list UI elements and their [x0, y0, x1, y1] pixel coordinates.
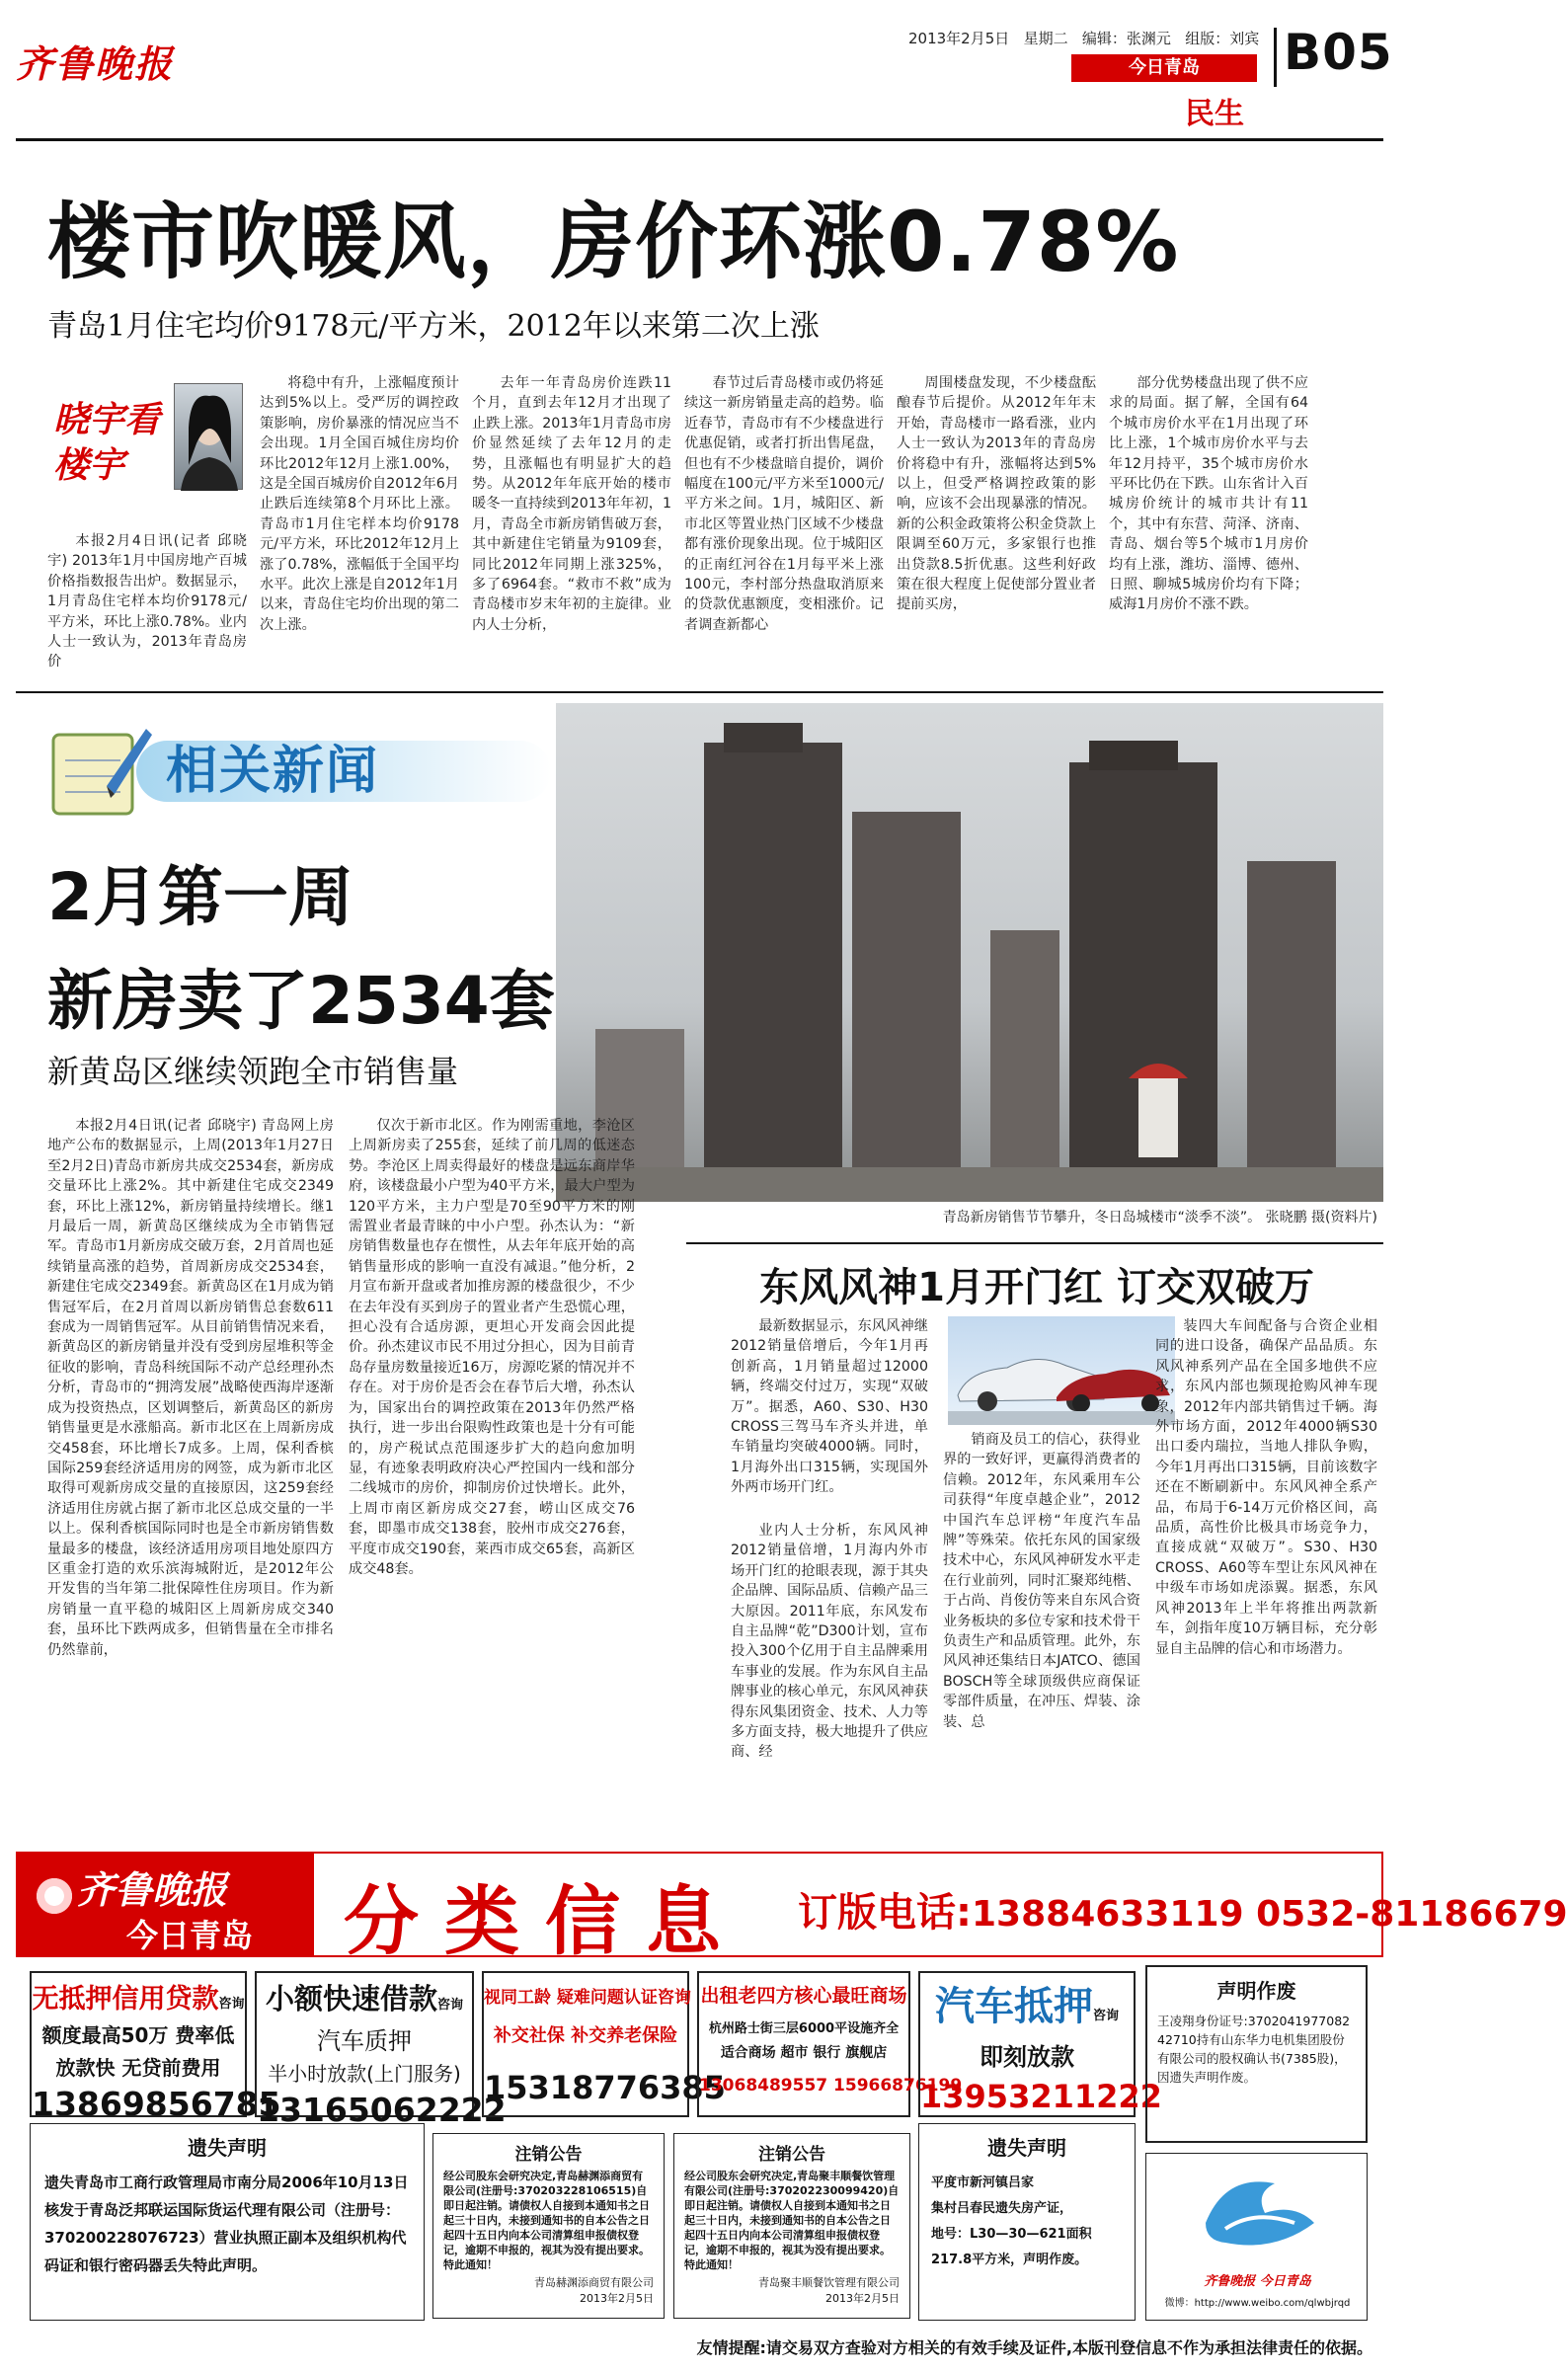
ad-car-mortgage-title: 汽车抵押咨询	[934, 1984, 1119, 2029]
cancel-notice-2-date: 2013年2月5日	[825, 2292, 900, 2305]
cancel-notice-1-sign: 青岛赫渊添商贸有限公司	[534, 2276, 654, 2289]
lost-notice-1-title: 遗失声明	[188, 2136, 267, 2160]
classified-logo-sub: 今日青岛	[126, 1917, 254, 1954]
main-col-2-text: 将稳中有升，上涨幅度预计达到5%以上。受严厉的调控政策影响，房价暴涨的情况应当不会出现。1月全国百城住房均价环比2012年12月上涨1.00%，这是全国百城房价自2012年6月止跌后连续第8个月环比上涨。青岛市1月住宅样本均价9178元/平方米，环比2012年12月上涨了0.78%，涨幅低于全国平均水平。此次上涨是自2012年1月以来，青岛住宅均价出现的第二次上涨。	[260, 375, 459, 633]
ad-social-insurance-phone: 15318776385	[484, 2069, 726, 2106]
weibo-logo-text: 齐鲁晚报 今日青岛	[1204, 2274, 1311, 2289]
ad-social-insurance	[482, 1971, 726, 2117]
cancel-notice-2-body: 经公司股东会研究决定,青岛聚丰顺餐饮管理有限公司(注册号:370202230099420)自即日起注销。请债权人自接到本通知书之日起三十日内，未接到通知书的自本公告之日起四十五日内向本公司清算组申报债权登记，逾期不申报的，视其为没有提出要求。特此通知！	[684, 2170, 900, 2271]
cancel-notice-2-sign: 青岛聚丰顺餐饮管理有限公司	[758, 2276, 900, 2289]
cancel-notice-1-title: 注销公告	[514, 2145, 583, 2165]
ad-credit-loan-line-2: 放款快 无贷前费用	[55, 2056, 221, 2080]
dongfeng-headline: 东风风神1月开门红 订交双破万	[759, 1265, 1314, 1310]
classified-hotline	[798, 1881, 1568, 1937]
main-col-1-text: 本报2月4日讯(记者 邱晓宇) 2013年1月中国房地产百城价格指数报告出炉。数据显示，1月青岛住宅样本均价9178元/平方米，环比上涨0.78%。业内人士一致认为，2013年青岛房价	[47, 533, 247, 671]
lost-notice-2-line-2: 集村吕春民遗失房产证，	[931, 2201, 1073, 2216]
hotline-number: 13884633119 0532-81186679	[972, 1894, 1568, 1935]
ad-car-mortgage	[918, 1971, 1162, 2117]
ad-quick-loan	[255, 1971, 507, 2129]
main-col-4	[684, 373, 884, 660]
cancel-notice-1-body: 经公司股东会研究决定,青岛赫渊添商贸有限公司(注册号:370203228106515)自即日起注销。请债权人自接到本通知书之日起三十日内，未接到通知书的自本公告之日起四十五日内向本公司清算组申报债权登记，逾期不申报的，视其为没有提出要求。特此通知！	[443, 2170, 650, 2271]
weibo-url[interactable]: 微博：http://www.weibo.com/qlwbjrqd	[1164, 2298, 1351, 2309]
lost-notice-1	[30, 2123, 425, 2321]
main-headline: 楼市吹暖风，房价环涨0.78%	[47, 194, 1180, 290]
main-subhead: 青岛1月住宅均价9178元/平方米，2012年以来第二次上涨	[47, 309, 820, 344]
lost-notice-2-line-1: 平度市新河镇吕家	[931, 2175, 1035, 2190]
lost-notice-2	[918, 2123, 1136, 2321]
decl-void	[1145, 1965, 1368, 2143]
ad-mall-rent	[697, 1971, 963, 2117]
related-headline-2: 新房卖了2534套	[47, 963, 555, 1039]
main-col-5-text: 周围楼盘发现，不少楼盘酝酿春节后提价。从2012年年末开始，青岛楼市一路看涨，业内人士一致认为2013年的青岛房价将稳中有升，涨幅将达到5%以上，但受严格调控政策的影响，应该不会出现暴涨的情况。新的公积金政策将公积金贷款上限调至60万元，多家银行也推出贷款8.5折优惠。这些利好政策在很大程度上促使部分置业者提前买房，	[897, 375, 1096, 613]
masthead-logo: 齐鲁晚报	[16, 41, 175, 86]
main-col-5	[897, 373, 1096, 660]
ad-credit-loan-phone: 13869856785	[32, 2085, 281, 2123]
main-col-6-text: 部分优势楼盘出现了供不应求的局面。据了解，全国有64个城市房价水平在1月出现了环比上涨，1个城市房价水平与去年12月持平，35个城市房价水平环比仍在下跌。山东省计入百城房价统计的城市共计有11个，其中有东营、菏泽、济南、青岛、烟台等5个城市1月房价均有上涨，潍坊、淄博、德州、日照、聊城5城房价均有下降；威海1月房价不涨不跌。	[1109, 375, 1308, 613]
building-photo	[556, 703, 1383, 1202]
cancel-notice-2	[673, 2133, 910, 2319]
weibo-box	[1145, 2153, 1368, 2321]
cancel-notice-2-title: 注销公告	[758, 2145, 825, 2165]
lost-notice-2-line-3: 地号：L30—30—621面积	[931, 2227, 1092, 2242]
related-banner-text: 相关新闻	[166, 742, 380, 801]
dongfeng-col-1a-text: 最新数据显示，东风风神继2012销量倍增后，今年1月再创新高，1月销量超过12000辆，终端交付过万，实现“双破万”。据悉，A60、S30、H30 CROSS三驾马车齐头并进，单车销量均突破4000辆。同时，1月海外出口315辆，实现国外外两市场开门红。	[731, 1318, 928, 1496]
related-headline-1: 2月第一周	[47, 859, 353, 935]
bird-logo-icon	[1186, 2164, 1329, 2262]
related-col-1	[47, 1116, 334, 1827]
ad-quick-loan-title: 小额快速借款咨询	[265, 1982, 464, 2016]
column-name: 晓宇看楼宇	[53, 399, 161, 486]
ad-car-mortgage-phone: 13953211222	[920, 2078, 1162, 2115]
related-banner	[47, 721, 561, 820]
header-rule	[16, 138, 1383, 141]
hotline-label: 订版电话:	[798, 1890, 972, 1936]
related-col-1-text: 本报2月4日讯(记者 邱晓宇) 青岛网上房地产公布的数据显示，上周(2013年1月27日至2月2日)青岛市新房共成交2534套，新房成交量环比上涨2%。其中新建住宅成交2349套，环比上涨12%，新房销量持续增长。继1月最后一周，新黄岛区继续成为全市销售冠军。青岛市1月新房成交破万套，2月首周也延续销量高涨的趋势，首周新房成交2534套，新建住宅成交2349套。新黄岛区在1月成为销售冠军后，在2月首周以新房销售总套数611套成为一周销售冠军。从目前销售情况来看，新黄岛区的新房销量并没有受到房屋堆积等金征收的影响，青岛科统国际不动产总经理孙杰分析，青岛市的“拥湾发展”战略使西海岸逐渐成为投资热点，区划调整后，新黄岛区的新房销售量更是水涨船高。新市北区在上周新房成交458套，环比增长7成多。上周，保利香槟国际259套经济适用房的网签，成为新市北区取得可观新房成交量的直接原因，这259套经济适用住房就占据了新市北区总成交量的一半以上。保利香槟国际同时也是全市新房销售数量最多的楼盘，该经济适用房项目地处原四方区重金打造的欢乐滨海城附近，是2012年公开发售的当年第二批保障性住房项目。作为新房销量一直平稳的城阳区上周新房成交340套，虽环比下跌两成多，但销售量在全市排名仍然靠前，	[47, 1118, 334, 1658]
ad-mall-rent-phone: 13068489557 15966876199	[699, 2076, 963, 2095]
dongfeng-col-2-text: 销商及员工的信心，获得业界的一致好评，更赢得消费者的信赖。2012年，东风乘用车公司获得“年度卓越企业”，2012中国汽车总评榜“年度汽车品牌”等殊荣。依托东风的国家级技术中心，东风风神研发水平走在行业前列，同时汇聚郑纯楷、于占尚、肖俊仿等来自东风合资业务板块的多位专家和技术骨干负责生产和品质管理。此外，东风风神还集结日本JATCO、德国BOSCH等全球顶级供应商保证零部件质量，在冲压、焊装、涂装、总	[943, 1432, 1140, 1730]
ad-mall-rent-line-2: 适合商场 超市 银行 旗舰店	[720, 2045, 888, 2061]
dongfeng-col-1b	[731, 1521, 928, 1837]
decl-void-body: 王凌翔身份证号:37020419770824271​0持有山东华力电机集团股份有限公司的股权确认书(7385股)，因遗失声明作废。	[1157, 2014, 1351, 2085]
cancel-notice-1-date: 2013年2月5日	[580, 2292, 654, 2305]
dongfeng-col-1a	[731, 1316, 928, 1524]
related-col-2-text: 仅次于新市北区。作为刚需重地，李沧区上周新房卖了255套，延续了前几周的低迷态势。李沧区上周卖得最好的楼盘是远东商岸华府，该楼盘最小户型为40平方米，最大户型为120平方米，主力户型是70至90平方米的刚需置业者最青睐的中小户型。孙杰认为：“新房销售数量也存在惯性，从去年年底开始的高销售量形成的影响一直没有减退。”他分析，2月宣布新开盘或者加推房源的楼盘很少，不少在去年没有买到房子的置业者产生恐慌心理，担心没有合适房源，更坦心开发商会因此提价。孙杰建议市民不用过分担心，因为目前青岛存量房数量接近16万，房源吃紧的情况并不存在。对于房价是否会在春节后大增，孙杰认为，国家出台的调控政策在2013年仍然严格执行，进一步出台限购性政策也是十分有可能的，房产税试点范围逐步扩大的趋向愈加明显，有迹象表明政府决心严控国内一线和部分二线城市的房价，抑制房价过快增长。此外，上周市南区新房成交27套，崂山区成交76套，即墨市成交138套，胶州市成交276套，平度市成交190套，莱西市成交65套，高新区成交48套。	[349, 1118, 635, 1577]
main-bottom-rule	[16, 691, 1383, 693]
ad-quick-loan-phone: 13165062222	[257, 2091, 507, 2129]
header-weekday: 星期二	[1023, 30, 1068, 47]
sun-icon	[32, 1873, 77, 1919]
related-col-2	[349, 1116, 635, 1827]
columnist-avatar	[174, 383, 243, 490]
ad-credit-loan-line-1: 额度最高50万 费率低	[41, 2023, 235, 2047]
car-photo	[948, 1316, 1175, 1425]
page-number: B05	[1284, 24, 1393, 81]
subsection-label: 民生	[1185, 97, 1244, 131]
cancel-notice-1	[432, 2133, 665, 2319]
decl-void-title: 声明作废	[1216, 1979, 1296, 2003]
lost-notice-1-body: 遗失青岛市工商行政管理局市南分局2006年10月13日核发于青岛泛邦联运国际货运代理有限公司（注册号：370200228076723）营业执照正副本及组织机构代码证和银行密码器丢失特此声明。	[44, 2174, 409, 2274]
main-col-3	[472, 373, 671, 660]
header-meta	[908, 28, 1259, 48]
photo-caption: 青岛新房销售节节攀升，冬日岛城楼市“淡季不淡”。 张晓鹏 摄(资料片)	[942, 1210, 1377, 1226]
main-col-2	[260, 373, 459, 660]
header-designer: 组版：刘宾	[1185, 30, 1260, 47]
ad-quick-loan-tag: 咨询	[437, 1998, 464, 2013]
ad-credit-loan	[30, 1971, 281, 2123]
ad-car-mortgage-tag: 咨询	[1092, 2009, 1119, 2023]
classified-banner	[16, 1852, 1568, 1965]
header-date: 2013年2月5日	[908, 30, 1010, 47]
ad-credit-loan-tag: 咨询	[218, 1997, 245, 2012]
header-editor: 编辑：张渊元	[1081, 30, 1171, 47]
ad-mall-rent-line-1: 杭州路士街三层6000平设施齐全	[708, 2021, 900, 2036]
related-subhead: 新黄岛区继续领跑全市销售量	[47, 1053, 459, 1090]
ad-social-insurance-title: 视同工龄 疑难问题认证咨询	[484, 1988, 691, 2008]
ad-car-mortgage-line-1: 即刻放款	[980, 2043, 1074, 2071]
lost-notice-2-title: 遗失声明	[987, 2136, 1066, 2160]
dongfeng-box	[686, 1242, 1383, 1248]
section-tab: 今日青岛	[1071, 54, 1257, 82]
main-col-1	[47, 531, 247, 671]
ad-quick-loan-line-2: 半小时放款(上门服务)	[268, 2062, 461, 2086]
footer-note: 友情提醒:请交易双方查验对方相关的有效手续及证件,本版刊登信息不作为承担法律责任的依据。	[696, 2338, 1372, 2357]
classified-title: 分类信息	[344, 1877, 746, 1965]
classified-logo: 齐鲁晚报	[77, 1867, 228, 1912]
lost-notice-2-line-4: 217.8平方米，声明作废。	[931, 2253, 1088, 2267]
main-col-4-text: 春节过后青岛楼市或仍将延续这一新房销量走高的趋势。临近春节，青岛市有不少楼盘进行优惠促销，或者打折出售尾盘，但也有不少楼盘暗自提价，调价幅度在100元/平方米至1000元/平方米之间。1月，城阳区、新市北区等置业热门区域不少楼盘都有涨价现象出现。位于城阳区的正南红河谷在1月每平米上涨100元，李村部分热盘取消原来的贷款优惠额度，变相涨价。记者调查新都心	[684, 375, 884, 633]
dongfeng-col-3	[1155, 1316, 1377, 1837]
dongfeng-col-3-text: 装四大车间配备与合资企业相同的进口设备，确保产品品质。东风风神系列产品在全国多地供不应求，东风内部也频现抢购风神车现象，2012年内部共销售过千辆。海外市场方面，2012年4000辆S30出口委内瑞拉，当地人排队争购，今年1月再出口315辆，目前该数字还在不断刷新中。东风风神全系产品，布局于6-14万元价格区间，高品质，高性价比极具市场竞争力，直接成就“双破万”。S30、H30 CROSS、A60等车型让东风风神在中级车市场如虎添翼。据悉，东风风神2013年上半年将推出两款新车，剑指年度10万辆目标，充分彰显自主品牌的信心和市场潜力。	[1155, 1318, 1377, 1657]
dongfeng-col-1b-text: 业内人士分析，东风风神2012销量倍增，1月海内外市场开门红的抢眼表现，源于其央企品牌、国际品质、信赖产品三大原因。2011年底，东风发布自主品牌“乾”D300计划，宣布投入300个亿用于自主品牌乘用车事业的发展。作为东风自主品牌事业的核心单元，东风风神获得东风集团资金、技术、人力等多方面支持，极大地提升了供应商、经	[731, 1523, 928, 1761]
ad-mall-rent-title: 出租老四方核心最旺商场	[700, 1985, 907, 2007]
column-logo	[47, 375, 245, 504]
ad-credit-loan-title: 无抵押信用贷款咨询	[32, 1984, 245, 2015]
main-col-6	[1109, 373, 1308, 660]
main-col-3-text: 去年一年青岛房价连跌11个月，直到去年12月才出现了止跌上涨。2013年1月青岛市房价显然延续了去年12月的走势，且涨幅也有明显扩大的趋势。从2012年年底开始的楼市暖冬一直持续到2013年年初，1月，青岛全市新房销售破万套，其中新建住宅销量为9109套，同比2012年同期上涨325%，多了6964套。“救市不救”成为青岛楼市岁末年初的主旋律。业内人士分析，	[472, 375, 671, 633]
page-number-divider	[1274, 28, 1277, 87]
ad-quick-loan-line-1: 汽车质押	[317, 2027, 412, 2055]
dongfeng-col-2	[943, 1430, 1140, 1837]
ad-social-insurance-line-1: 补交社保 补交养老保险	[493, 2025, 678, 2046]
